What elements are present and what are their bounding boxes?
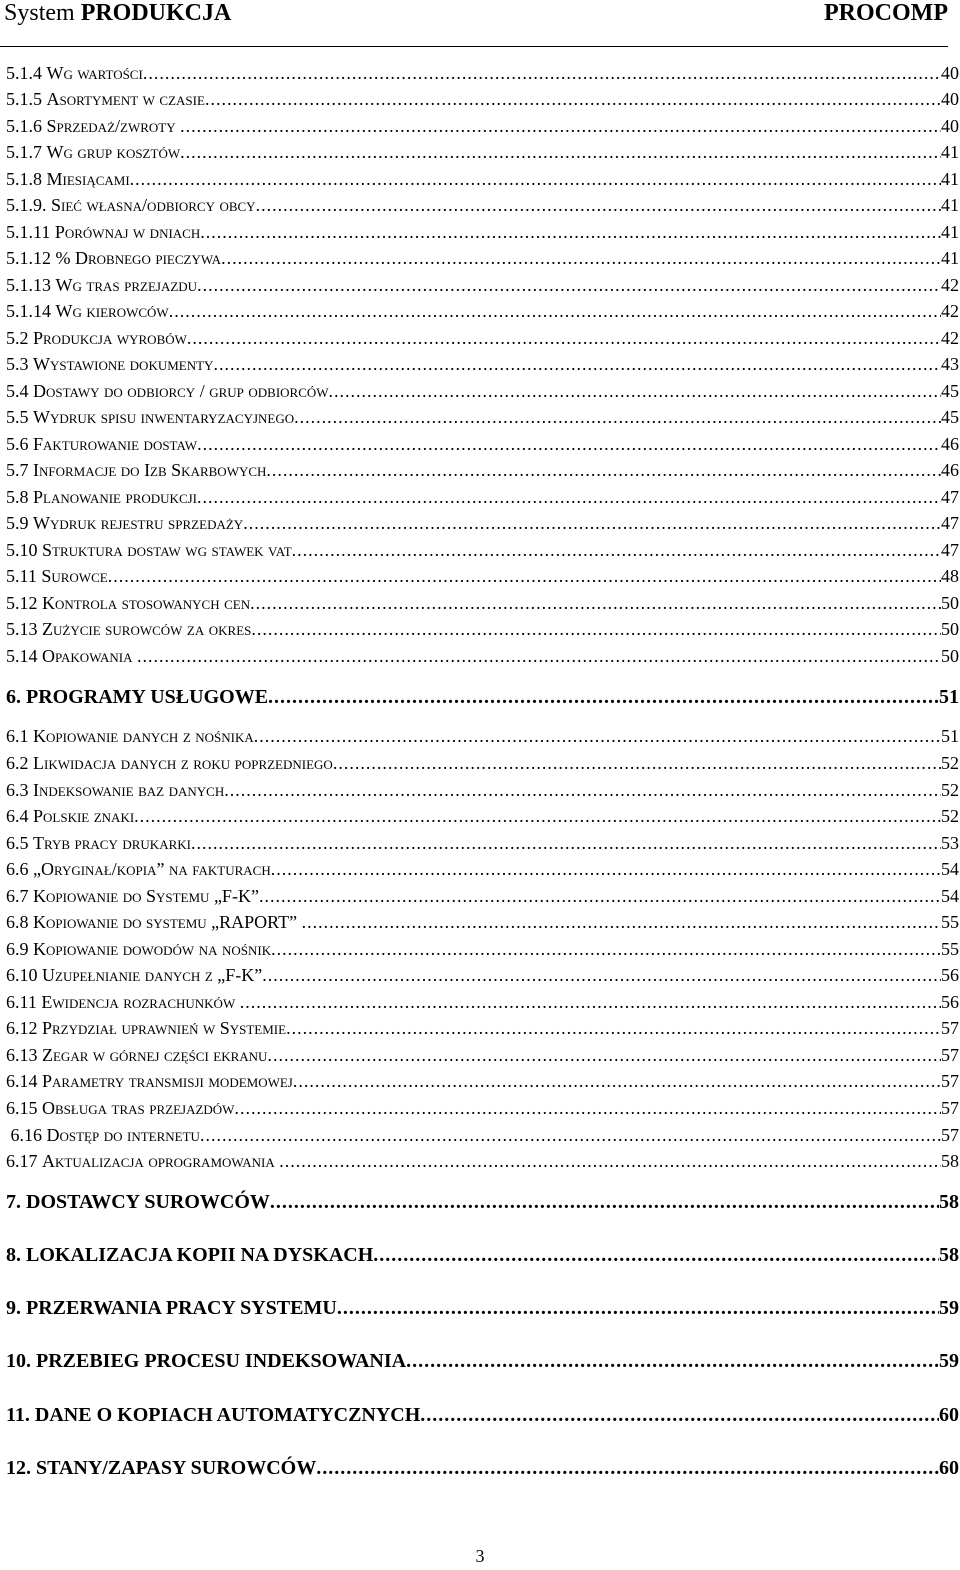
toc-entry[interactable] — [6, 1124, 959, 1146]
toc-entry-number: 5.2 — [6, 328, 33, 348]
toc-entry-page: 50 — [941, 619, 959, 639]
toc-entry-title: Ewidencja rozrachunków — [41, 992, 240, 1012]
toc-entry-title: Wydruk rejestru sprzedaży — [33, 513, 244, 533]
toc-entry[interactable] — [6, 274, 959, 296]
toc-entry[interactable] — [6, 194, 959, 216]
toc-entry-title: Wg grup kosztów — [46, 142, 181, 162]
toc-entry-title: Wystawione dokumenty — [33, 354, 214, 374]
toc-entry[interactable] — [6, 779, 959, 801]
toc-entry-page: 52 — [941, 806, 959, 826]
toc-entry-number: 10. — [6, 1350, 36, 1372]
toc-entry[interactable] — [6, 486, 959, 508]
toc-entry-number: 5.1.4 — [6, 63, 47, 83]
toc-entry-number: 6.9 — [6, 939, 33, 959]
toc-entry-number: 5.6 — [6, 434, 33, 454]
toc-leader-dots — [134, 805, 941, 827]
toc-entry-page: 55 — [941, 939, 959, 959]
toc-leader-dots — [279, 1150, 941, 1172]
toc-entry[interactable] — [6, 168, 959, 190]
toc-entry-title: Zegar w górnej części ekranu — [42, 1045, 268, 1065]
toc-entry-page: 40 — [941, 63, 959, 83]
toc-leader-dots — [137, 645, 941, 667]
toc-entry-number: 6.6 — [6, 859, 33, 879]
toc-chapter-entry[interactable] — [6, 1403, 959, 1427]
toc-entry[interactable] — [6, 885, 959, 907]
toc-entry-page: 57 — [941, 1045, 959, 1065]
toc-entry-number: 6.16 — [6, 1125, 47, 1145]
toc-entry[interactable] — [6, 141, 959, 163]
toc-entry[interactable] — [6, 88, 959, 110]
toc-entry-title: Tryb pracy drukarki — [33, 833, 191, 853]
toc-entry-title: Aktualizacja oprogramowania — [42, 1151, 280, 1171]
toc-entry-title: Polskie znaki — [33, 806, 135, 826]
toc-entry-page: 48 — [941, 566, 959, 586]
toc-entry-page: 42 — [941, 301, 959, 321]
toc-entry-number: 6.15 — [6, 1098, 42, 1118]
toc-leader-dots — [197, 274, 941, 296]
toc-entry-page: 47 — [941, 540, 959, 560]
toc-entry[interactable] — [6, 433, 959, 455]
toc-entry-title: „Oryginał/kopia” na fakturach — [33, 859, 271, 879]
toc-entry-number: 11. — [6, 1404, 35, 1426]
toc-entry-number: 5.4 — [6, 381, 33, 401]
toc-leader-dots — [256, 194, 941, 216]
toc-entry-title: Produkcja wyrobów — [33, 328, 187, 348]
toc-chapter-entry[interactable] — [6, 685, 959, 709]
toc-entry[interactable] — [6, 221, 959, 243]
toc-entry-number: 6.3 — [6, 780, 33, 800]
page-number: 3 — [475, 1546, 485, 1566]
toc-entry-number: 5.8 — [6, 487, 33, 507]
toc-entry-title: Sieć własna/odbiorcy obcy — [51, 195, 256, 215]
toc-entry-title: Przydział uprawnień w Systemie — [42, 1018, 287, 1038]
toc-entry-page: 59 — [939, 1350, 959, 1372]
toc-entry-page: 47 — [941, 513, 959, 533]
toc-entry[interactable] — [6, 805, 959, 827]
toc-entry-title: Kopiowanie danych z nośnika — [33, 726, 254, 746]
toc-entry[interactable] — [6, 62, 959, 84]
toc-entry-number: 8. — [6, 1244, 26, 1266]
toc-entry-number: 6. — [6, 686, 26, 708]
toc-entry-title: PRZEBIEG PROCESU INDEKSOWANIA — [36, 1350, 407, 1372]
toc-entry[interactable] — [6, 618, 959, 640]
toc-entry-page: 55 — [941, 912, 959, 932]
toc-entry-title: Informacje do Izb Skarbowych — [33, 460, 267, 480]
toc-entry-number: 6.8 — [6, 912, 33, 932]
toc-entry-title: Dostawy do odbiorcy / grup odbiorców — [33, 381, 329, 401]
toc-entry-number: 12. — [6, 1457, 36, 1479]
toc-leader-dots — [200, 221, 941, 243]
toc-entry-title: Zużycie surowców za okres — [42, 619, 252, 639]
toc-entry-page: 40 — [941, 89, 959, 109]
toc-entry[interactable] — [6, 406, 959, 428]
toc-entry-page: 41 — [941, 169, 959, 189]
toc-leader-dots — [333, 752, 941, 774]
toc-entry-number: 6.14 — [6, 1071, 42, 1091]
toc-leader-dots — [213, 353, 941, 375]
toc-leader-dots — [243, 512, 941, 534]
toc-entry-page: 51 — [941, 726, 959, 746]
toc-entry-page: 53 — [941, 833, 959, 853]
toc-entry-title: Uzupełnianie danych z „F-K” — [42, 965, 263, 985]
toc-entry-page: 58 — [941, 1151, 959, 1171]
toc-chapter-entry[interactable] — [6, 1349, 959, 1373]
toc-entry-page: 54 — [941, 886, 959, 906]
toc-entry-page: 57 — [941, 1125, 959, 1145]
toc-leader-dots — [191, 832, 941, 854]
toc-entry-number: 6.7 — [6, 886, 33, 906]
toc-entry-page: 46 — [941, 460, 959, 480]
toc-entry-page: 47 — [941, 487, 959, 507]
toc-entry-number: 6.5 — [6, 833, 33, 853]
toc-entry-number: 5.3 — [6, 354, 33, 374]
toc-leader-dots — [240, 991, 941, 1013]
toc-entry-page: 58 — [939, 1244, 959, 1266]
toc-entry-title: Kontrola stosowanych cen — [42, 593, 251, 613]
toc-entry-title: Wg kierowców — [55, 301, 169, 321]
toc-entry-number: 6.2 — [6, 753, 33, 773]
toc-entry-title: Parametry transmisji modemowej — [42, 1071, 293, 1091]
toc-entry-page: 57 — [941, 1018, 959, 1038]
toc-entry-title: Asortyment w czasie — [46, 89, 205, 109]
toc-leader-dots — [420, 1403, 939, 1427]
toc-leader-dots — [262, 964, 941, 986]
toc-entry[interactable] — [6, 300, 959, 322]
toc-entry[interactable] — [6, 911, 959, 933]
toc-entry[interactable] — [6, 752, 959, 774]
toc-entry[interactable] — [6, 938, 959, 960]
toc-leader-dots — [251, 618, 941, 640]
toc-entry-number: 5.10 — [6, 540, 42, 560]
toc-entry-page: 59 — [939, 1297, 959, 1319]
toc-entry-page: 57 — [941, 1098, 959, 1118]
toc-leader-dots — [224, 779, 941, 801]
toc-entry-number: 5.13 — [6, 619, 42, 639]
toc-entry-number: 6.1 — [6, 726, 33, 746]
toc-leader-dots — [143, 62, 941, 84]
toc-entry-number: 5.1.5 — [6, 89, 47, 109]
toc-entry-title: Planowanie produkcji — [33, 487, 198, 507]
toc-entry-page: 45 — [941, 407, 959, 427]
toc-entry-number: 5.11 — [6, 566, 42, 586]
toc-leader-dots — [197, 486, 941, 508]
toc-entry-page: 50 — [941, 646, 959, 666]
header-system-name: System PRODUKCJA — [4, 0, 232, 26]
toc-entry-title: Wg wartości — [46, 63, 143, 83]
toc-entry-title: Sprzedaż/zwroty — [46, 116, 181, 136]
toc-entry-page: 58 — [939, 1191, 959, 1213]
toc-entry-number: 5.1.6 — [6, 116, 47, 136]
toc-entry-page: 46 — [941, 434, 959, 454]
toc-entry-number: 5.14 — [6, 646, 42, 666]
toc-entry[interactable] — [6, 964, 959, 986]
toc-entry-title: DANE O KOPIACH AUTOMATYCZNYCH — [34, 1404, 421, 1426]
toc-leader-dots — [268, 685, 939, 709]
toc-leader-dots — [286, 1017, 941, 1039]
toc-entry[interactable] — [6, 353, 959, 375]
toc-entry[interactable] — [6, 1150, 959, 1172]
toc-entry-title: Kopiowanie do systemu „RAPORT” — [33, 912, 302, 932]
toc-leader-dots — [267, 1044, 941, 1066]
toc-chapter-entry[interactable] — [6, 1190, 959, 1214]
toc-entry-title: LOKALIZACJA KOPII NA DYSKACH — [26, 1244, 374, 1266]
toc-entry-title: Wg tras przejazdu — [55, 275, 198, 295]
toc-entry-page: 41 — [941, 222, 959, 242]
toc-entry[interactable] — [6, 832, 959, 854]
toc-entry-title: Struktura dostaw wg stawek vat — [42, 540, 292, 560]
toc-entry-number: 6.4 — [6, 806, 33, 826]
toc-entry-page: 41 — [941, 142, 959, 162]
toc-entry-number: 9. — [6, 1297, 26, 1319]
toc-entry-number: 5.5 — [6, 407, 33, 427]
toc-entry-number: 5.1.12 % — [6, 248, 75, 268]
toc-entry-title: Fakturowanie dostaw — [33, 434, 198, 454]
toc-entry[interactable] — [6, 247, 959, 269]
toc-leader-dots — [294, 406, 941, 428]
toc-leader-dots — [108, 565, 941, 587]
toc-entry-title: Kopiowanie do Systemu „F-K” — [33, 886, 259, 906]
toc-entry[interactable] — [6, 512, 959, 534]
toc-entry-title: DOSTAWCY SUROWCÓW — [26, 1191, 270, 1213]
toc-leader-dots — [406, 1349, 939, 1373]
toc-leader-dots — [200, 1124, 941, 1146]
toc-entry-page: 42 — [941, 275, 959, 295]
toc-entry[interactable] — [6, 380, 959, 402]
toc-entry-title: Drobnego pieczywa — [75, 248, 222, 268]
toc-chapter-entry[interactable] — [6, 1296, 959, 1320]
toc-entry[interactable] — [6, 725, 959, 747]
toc-entry-number: 5.1.14 — [6, 301, 56, 321]
toc-entry[interactable] — [6, 1097, 959, 1119]
toc-entry-page: 42 — [941, 328, 959, 348]
toc-entry-page: 56 — [941, 992, 959, 1012]
toc-leader-dots — [205, 88, 941, 110]
header-company-name: PROCOMP — [824, 0, 948, 26]
toc-entry-page: 41 — [941, 195, 959, 215]
toc-entry-title: PROGRAMY USŁUGOWE — [26, 686, 269, 708]
toc-entry-number: 5.1.7 — [6, 142, 47, 162]
toc-entry-page: 60 — [939, 1457, 959, 1479]
toc-entry-page: 40 — [941, 116, 959, 136]
toc-entry-number: 5.9 — [6, 513, 33, 533]
toc-leader-dots — [302, 911, 941, 933]
toc-entry-title: Indeksowanie baz danych — [33, 780, 225, 800]
toc-entry-title: Porównaj w dniach — [54, 222, 201, 242]
toc-leader-dots — [234, 1097, 941, 1119]
toc-leader-dots — [316, 1456, 939, 1480]
toc-entry-title: Dostęp do internetu — [46, 1125, 200, 1145]
toc-leader-dots — [259, 885, 941, 907]
toc-leader-dots — [271, 858, 941, 880]
toc-leader-dots — [266, 459, 941, 481]
toc-leader-dots — [180, 141, 941, 163]
toc-leader-dots — [271, 938, 941, 960]
toc-entry-title: STANY/ZAPASY SUROWCÓW — [36, 1457, 317, 1479]
toc-entry[interactable] — [6, 1017, 959, 1039]
toc-entry[interactable] — [6, 327, 959, 349]
toc-entry-number: 5.1.9. — [6, 195, 51, 215]
toc-entry-page: 50 — [941, 593, 959, 613]
toc-entry-title: Likwidacja danych z roku poprzedniego — [33, 753, 333, 773]
toc-entry-title: Kopiowanie dowodów na nośnik — [33, 939, 272, 959]
toc-leader-dots — [130, 168, 941, 190]
toc-chapter-entry[interactable] — [6, 1243, 959, 1267]
toc-entry[interactable] — [6, 459, 959, 481]
toc-entry-title: Obsługa tras przejazdów — [42, 1098, 235, 1118]
toc-entry-number: 5.12 — [6, 593, 42, 613]
toc-entry-number: 5.1.8 — [6, 169, 47, 189]
toc-leader-dots — [293, 1070, 941, 1092]
toc-entry-page: 45 — [941, 381, 959, 401]
toc-leader-dots — [197, 433, 941, 455]
toc-leader-dots — [187, 327, 941, 349]
toc-leader-dots — [221, 247, 941, 269]
toc-entry-number: 6.17 — [6, 1151, 42, 1171]
toc-leader-dots — [169, 300, 941, 322]
toc-entry-title: Wydruk spisu inwentaryzacyjnego — [33, 407, 295, 427]
toc-entry-number: 6.12 — [6, 1018, 42, 1038]
toc-entry-number: 7. — [6, 1191, 26, 1213]
toc-entry-page: 41 — [941, 248, 959, 268]
page-header — [0, 0, 948, 47]
toc-leader-dots — [373, 1243, 939, 1267]
toc-entry-page: 52 — [941, 780, 959, 800]
toc-entry-page: 51 — [939, 686, 959, 708]
toc-entry-page: 43 — [941, 354, 959, 374]
toc-entry[interactable] — [6, 539, 959, 561]
toc-entry-page: 52 — [941, 753, 959, 773]
toc-entry-page: 56 — [941, 965, 959, 985]
toc-entry[interactable] — [6, 565, 959, 587]
toc-leader-dots — [329, 380, 941, 402]
toc-leader-dots — [254, 725, 941, 747]
toc-leader-dots — [337, 1296, 939, 1320]
toc-entry-number: 6.13 — [6, 1045, 42, 1065]
toc-entry[interactable] — [6, 645, 959, 667]
toc-leader-dots — [250, 592, 941, 614]
toc-entry-title: PRZERWANIA PRACY SYSTEMU — [26, 1297, 337, 1319]
toc-entry-number: 6.11 — [6, 992, 42, 1012]
toc-entry-page: 57 — [941, 1071, 959, 1091]
toc-entry-title: Miesiącami — [46, 169, 130, 189]
toc-entry[interactable] — [6, 1044, 959, 1066]
toc-leader-dots — [270, 1190, 939, 1214]
toc-entry[interactable] — [6, 115, 959, 137]
toc-entry-number: 5.1.11 — [6, 222, 55, 242]
toc-entry[interactable] — [6, 1070, 959, 1092]
toc-entry-number: 6.10 — [6, 965, 42, 985]
toc-entry[interactable] — [6, 592, 959, 614]
toc-chapter-entry[interactable] — [6, 1456, 959, 1480]
toc-entry-number: 5.1.13 — [6, 275, 56, 295]
toc-entry-title: Surowce — [41, 566, 108, 586]
toc-leader-dots — [292, 539, 941, 561]
toc-entry-number: 5.7 — [6, 460, 33, 480]
toc-entry[interactable] — [6, 991, 959, 1013]
toc-leader-dots — [180, 115, 941, 137]
toc-entry-page: 54 — [941, 859, 959, 879]
toc-entry[interactable] — [6, 858, 959, 880]
toc-entry-page: 60 — [939, 1404, 959, 1426]
toc-entry-title: Opakowania — [42, 646, 138, 666]
